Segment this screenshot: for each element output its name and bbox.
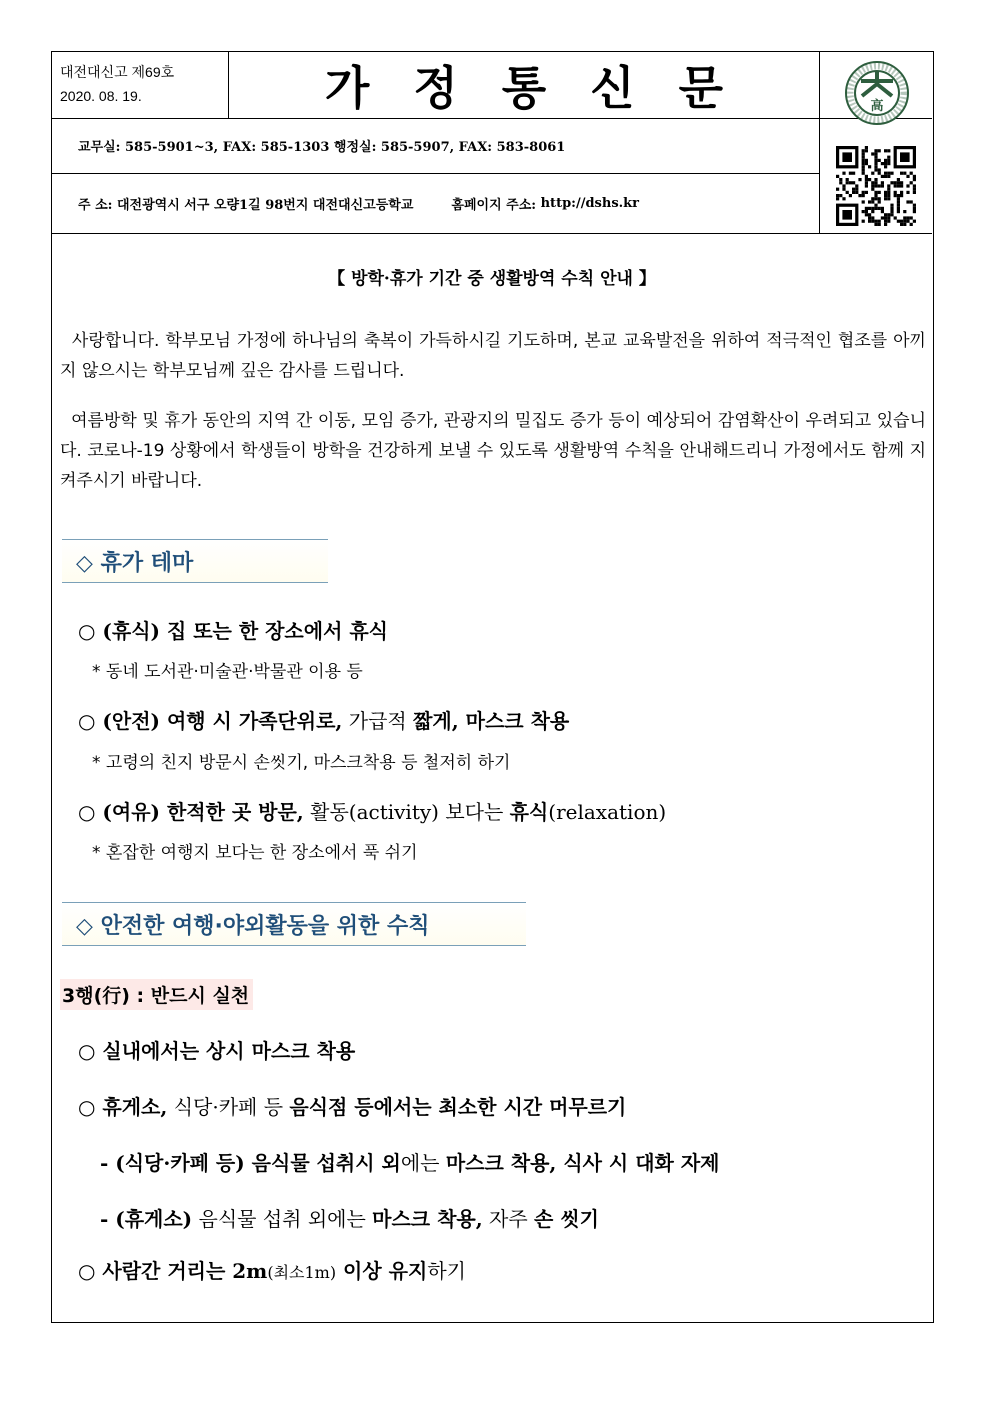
- issue-date: 2020. 08. 19.: [60, 88, 142, 104]
- rule-item-service-area: [100, 1203, 599, 1232]
- greeting-paragraph: [60, 326, 926, 386]
- theme-note-safety: * 고령의 친지 방문시 손씻기, 마스크착용 등 철저히 하기: [92, 753, 511, 773]
- rule-rest-b: 식당·카페 등: [167, 1095, 290, 1119]
- theme-item-rest: ○ (휴식) 집 또는 한 장소에서 휴식: [78, 619, 388, 643]
- rule-service-a: - (휴게소): [100, 1207, 193, 1231]
- rule-item-distance: [78, 1255, 466, 1284]
- rule-service-b: 음식물 섭취 외에는: [192, 1207, 373, 1231]
- contact-row: [52, 118, 819, 174]
- rule-restaurant-a: - (식당·카페 등) 음식물 섭취시 외: [100, 1151, 401, 1175]
- document-frame: [51, 51, 934, 1323]
- page-title: 가정통신문: [324, 61, 768, 115]
- homepage-link[interactable]: http://dshs.kr: [540, 196, 640, 211]
- intro-paragraph: [60, 406, 926, 496]
- rule-restaurant-b: 에는: [400, 1151, 446, 1175]
- theme-note-rest: * 동네 도서관·미술관·박물관 이용 등: [92, 662, 363, 682]
- theme-item-leisure: [78, 796, 666, 825]
- rule-item-restaurant: [100, 1147, 719, 1176]
- issue-number: 대전대신고 제69호: [60, 64, 175, 80]
- section-heading-safety-rules: ◇ 안전한 여행·야외활동을 위한 수칙: [62, 902, 526, 946]
- theme-item-safety: [78, 705, 569, 734]
- theme-safety-b: 가급적: [342, 709, 414, 733]
- contact-text: 교무실: 585-5901~3, FAX: 585-1303 행정실: 585-5907, FAX: 583-8061: [78, 140, 566, 155]
- header-divider: [52, 233, 932, 234]
- rule-distance-a: ○ 사람간 거리는 2m: [78, 1259, 268, 1283]
- theme-safety-a: ○ (안전) 여행 시 가족단위로,: [78, 709, 343, 733]
- notice-title: 【 방학·휴가 기간 중 생활방역 수칙 안내 】: [328, 269, 656, 289]
- rule-item-mask-indoors: ○ 실내에서는 상시 마스크 착용: [78, 1039, 356, 1063]
- address-row: [52, 174, 819, 233]
- theme-leisure-a: ○ (여유) 한적한 곳 방문,: [78, 800, 304, 824]
- issue-info: [52, 52, 229, 118]
- address-label: 주 소:: [78, 198, 113, 213]
- theme-safety-c: 짧게, 마스크 착용: [413, 709, 570, 733]
- section-heading-vacation-theme: ◇ 휴가 테마: [62, 539, 328, 583]
- school-logo-icon: [844, 60, 910, 126]
- homepage-label: 홈페이지 주소:: [451, 198, 537, 213]
- rule-three-actions: 3행(行) : 반드시 실천: [60, 979, 253, 1010]
- address-text: 대전광역시 서구 오량1길 98번지 대전대신고등학교: [116, 198, 414, 213]
- rule-restaurant-c: 마스크 착용, 식사 시 대화 자제: [445, 1151, 720, 1175]
- logo-qr-cell: [819, 52, 932, 233]
- theme-leisure-d: (relaxation): [548, 800, 667, 824]
- rule-rest-c: 음식점 등에서는 최소한 시간 머무르기: [289, 1095, 627, 1119]
- header-top-row: [52, 52, 932, 119]
- rule-service-c: 마스크 착용,: [372, 1207, 483, 1231]
- rule-distance-b: (최소1m): [267, 1263, 337, 1282]
- rule-service-e: 손 씻기: [534, 1207, 599, 1231]
- theme-note-leisure: * 혼잡한 여행지 보다는 한 장소에서 푹 쉬기: [92, 843, 418, 863]
- rule-service-d: 자주: [482, 1207, 535, 1231]
- rule-distance-c: 이상 유지: [336, 1259, 428, 1283]
- intro-text: 여름방학 및 휴가 동안의 지역 간 이동, 모임 증가, 관광지의 밀집도 증가 등이 예상되어 감염확산이 우려되고 있습니다. 코로나-19 상황에서 학생들이 방학을 건강하게 보낼 수 있도록 생활방역 수칙을 안내해드리니 가정에서도 함께 지켜주시기 바랍니다.: [60, 411, 926, 491]
- rule-rest-a: ○ 휴게소,: [78, 1095, 168, 1119]
- theme-leisure-c: 휴식: [509, 800, 549, 824]
- rule-distance-d: 하기: [427, 1259, 466, 1283]
- greeting-text: 사랑합니다. 학부모님 가정에 하나님의 축복이 가득하시길 기도하며, 본교 교육발전을 위하여 적극적인 협조를 아끼지 않으시는 학부모님께 깊은 감사를 드립니다.: [60, 331, 926, 381]
- rule-item-rest-area: [78, 1091, 626, 1120]
- qr-code-icon[interactable]: [836, 146, 916, 226]
- logo-char: 高: [870, 99, 884, 114]
- theme-leisure-b: 활동(activity) 보다는: [303, 800, 510, 824]
